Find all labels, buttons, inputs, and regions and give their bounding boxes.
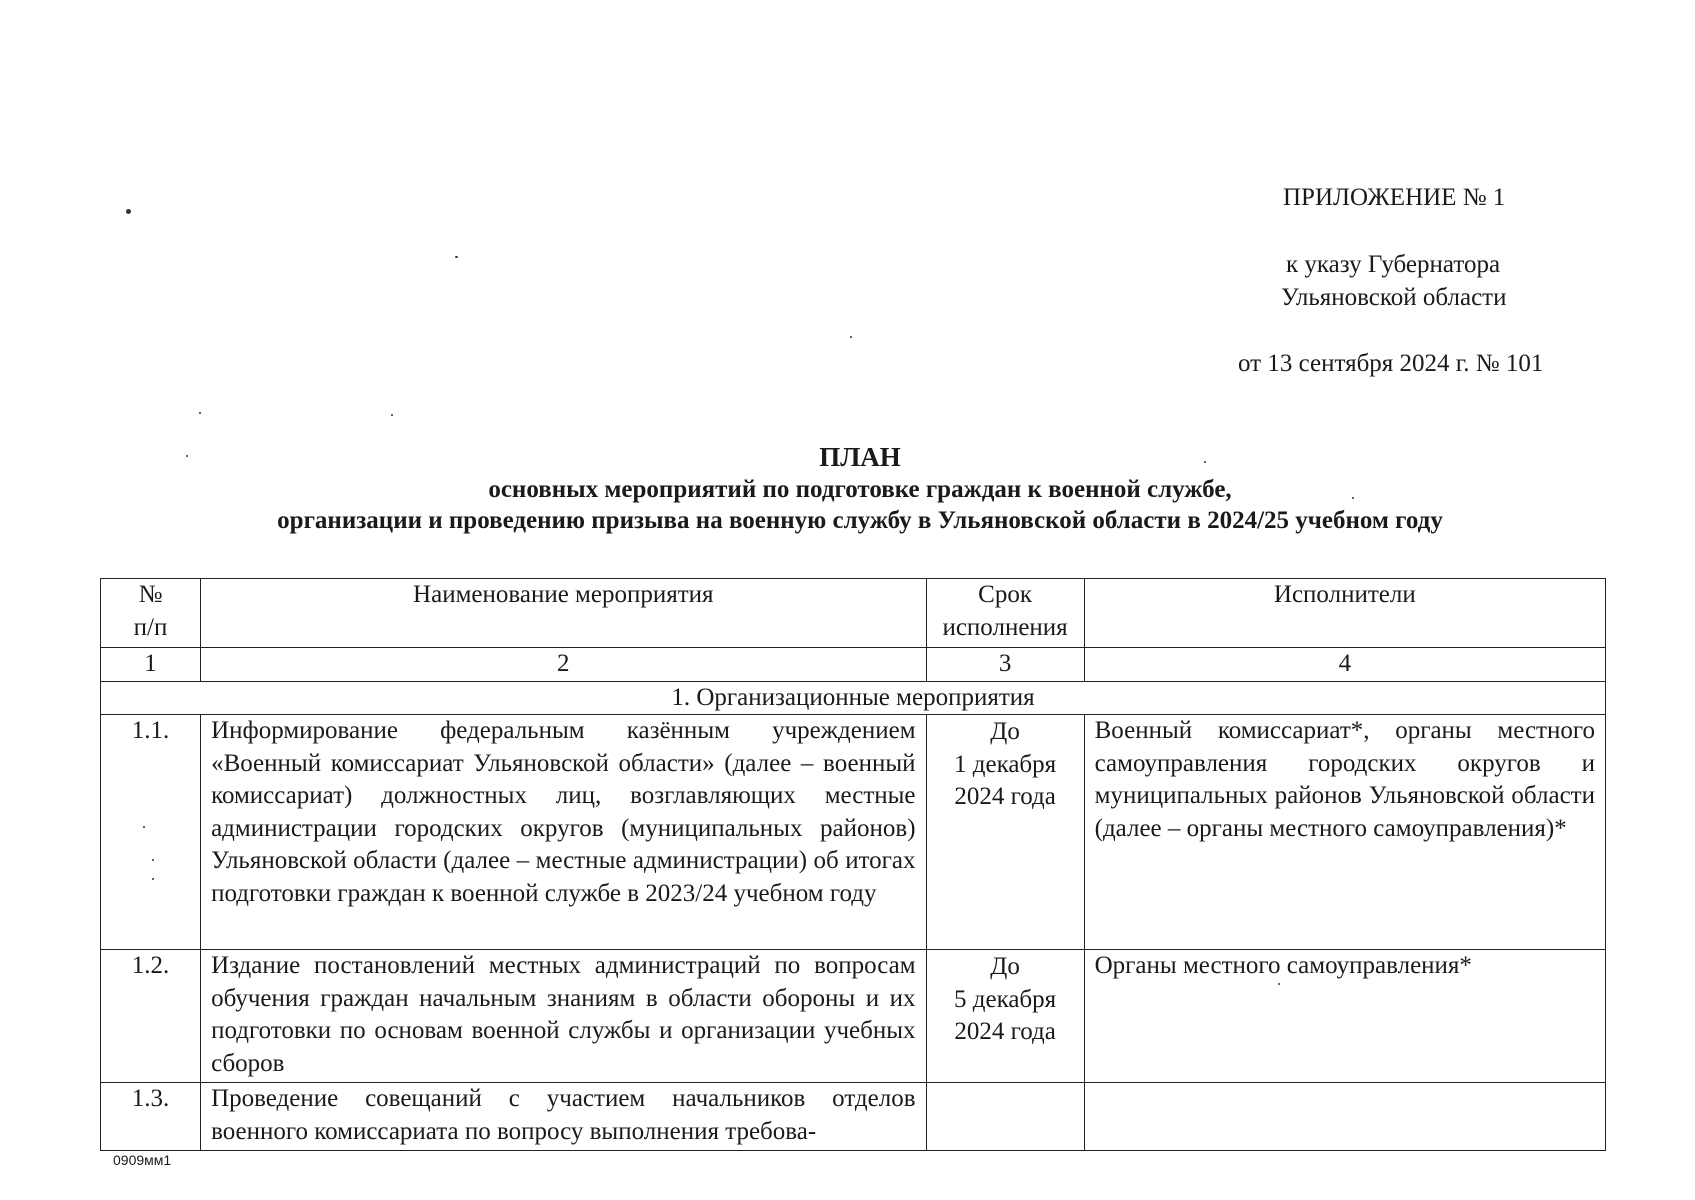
row-executor: Военный комиссариат*, органы местного самоуправления городских округов и муниципальных районов Ульяновской области (далее – органы местного самоуправления)* <box>1084 715 1605 950</box>
header-number-line2: п/п <box>133 613 168 641</box>
scan-speck <box>143 826 145 828</box>
table-row <box>101 950 1606 1083</box>
header-term <box>926 579 1084 648</box>
section-title: 1. Организационные мероприятия <box>101 682 1606 715</box>
scan-speck <box>1352 497 1354 499</box>
header-name: Наименование мероприятия <box>201 579 926 648</box>
section-row <box>101 682 1606 715</box>
column-number: 1 <box>101 648 201 682</box>
table-header-row <box>101 579 1606 648</box>
table-row <box>101 1083 1606 1151</box>
scan-speck <box>391 414 393 416</box>
appendix-date: от 13 сентября 2024 г. № 101 <box>1238 350 1544 377</box>
row-term-line: 1 декабря <box>954 750 1057 778</box>
plan-subtitle-1: основных мероприятий по подготовке граждан к военной службе, <box>488 476 1232 503</box>
header-term-line2: исполнения <box>942 613 1068 641</box>
scan-speck <box>126 209 131 214</box>
row-term-line: 2024 года <box>954 783 1056 810</box>
row-executor: Органы местного самоуправления* <box>1084 950 1605 1083</box>
row-number: 1.1. <box>101 715 201 950</box>
row-executor <box>1084 1083 1605 1151</box>
plan-table <box>100 578 1606 1151</box>
header-executors: Исполнители <box>1084 579 1605 648</box>
scan-speck <box>199 412 201 414</box>
scan-speck <box>455 256 458 258</box>
plan-title-block <box>0 440 1695 536</box>
row-term <box>926 1083 1084 1151</box>
document-code: 0909мм1 <box>113 1152 172 1168</box>
row-term <box>926 950 1084 1083</box>
row-term <box>926 715 1084 950</box>
table-row <box>101 715 1606 950</box>
row-number: 1.2. <box>101 950 201 1083</box>
row-number: 1.3. <box>101 1083 201 1151</box>
appendix-to-line2: Ульяновской области <box>1281 284 1507 311</box>
row-name: Издание постановлений местных администраций по вопросам обучения граждан начальным знаниям в области обороны и их подготовки по основам военной службы и организации учебных сборов <box>201 950 926 1083</box>
column-number: 2 <box>201 648 926 682</box>
scan-speck <box>1278 983 1280 985</box>
row-name: Проведение совещаний с участием начальников отделов военного комиссариата по вопросу выполнения требова- <box>201 1083 926 1151</box>
scan-speck <box>152 859 154 861</box>
scan-speck <box>850 336 852 338</box>
scan-speck <box>1204 461 1206 463</box>
plan-title: ПЛАН <box>819 442 901 472</box>
row-term-line: 2024 года <box>954 1018 1056 1045</box>
header-number <box>101 579 201 648</box>
appendix-to-line1: к указу Губернатора <box>1286 251 1501 278</box>
row-term-line: 5 декабря <box>954 985 1057 1013</box>
plan-subtitle-2: организации и проведению призыва на военную службу в Ульяновской области в 2024/25 учебном году <box>277 507 1443 534</box>
scan-speck <box>152 878 154 880</box>
row-term-line: До <box>990 718 1020 745</box>
scan-speck <box>186 455 188 457</box>
header-term-line1: Срок <box>978 581 1032 608</box>
appendix-title: ПРИЛОЖЕНИЕ № 1 <box>1283 184 1506 211</box>
row-term-line: До <box>990 953 1020 980</box>
column-number: 4 <box>1084 648 1605 682</box>
column-number-row <box>101 648 1606 682</box>
row-name: Информирование федеральным казённым учреждением «Военный комиссариат Ульяновской области» (далее – военный комиссариат) должностных лиц, возглавляющих местные администрации городских округов (муниципальных районов) Ульяновской области (далее – местные администрации) об итогах подготовки граждан к военной службе в 2023/24 учебном году <box>201 715 926 950</box>
column-number: 3 <box>926 648 1084 682</box>
header-number-line1: № <box>138 581 163 608</box>
